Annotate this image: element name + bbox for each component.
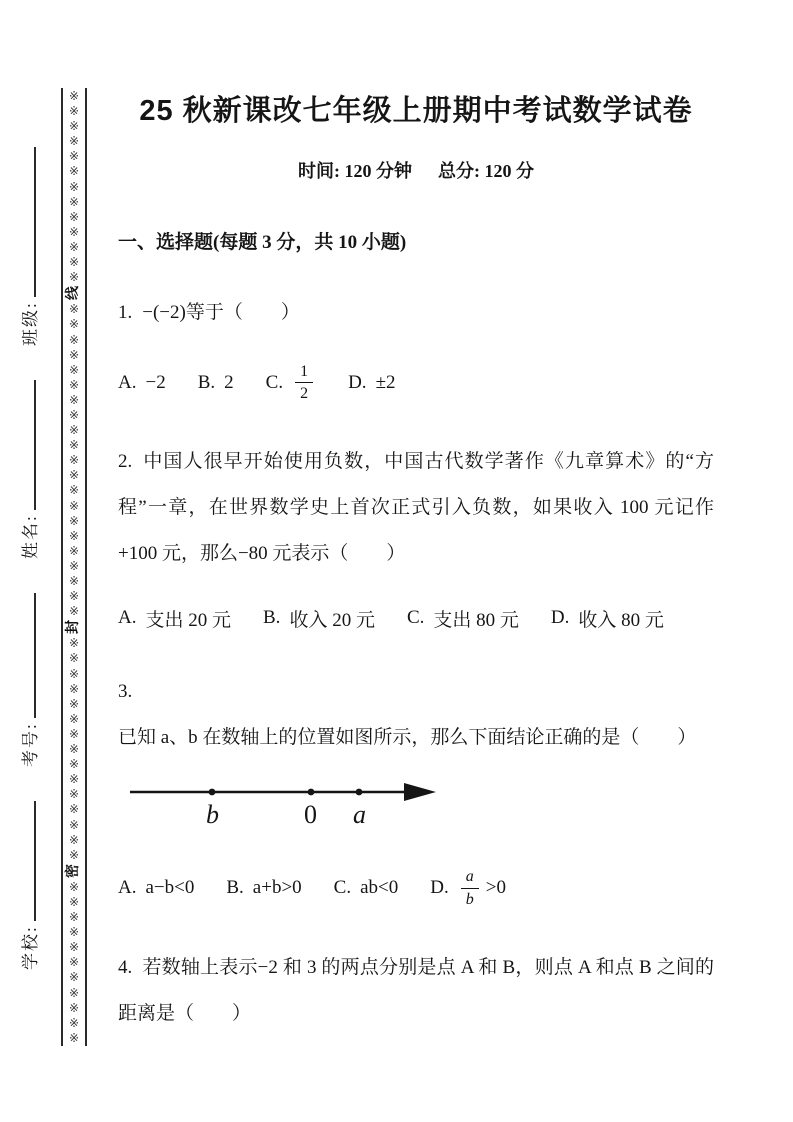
seal-strip-symbol: ※ xyxy=(68,194,80,209)
question-1-option-c: C. $\frac{1}{2}$ xyxy=(266,362,316,403)
seal-strip-symbol: ※ xyxy=(68,377,80,392)
section-heading: 一、选择题(每题 3 分，共 10 小题) xyxy=(118,232,407,253)
seal-strip-symbol: ※ xyxy=(68,438,80,453)
seal-strip-symbol: ※ xyxy=(68,847,80,862)
seal-strip-symbol: ※ xyxy=(68,925,80,940)
name-field-label: 姓名: xyxy=(21,514,40,560)
question-1 xyxy=(118,290,714,336)
question-2 xyxy=(118,439,714,577)
exam-number-field-label: 考号: xyxy=(21,722,40,768)
seal-strip-symbol: ※ xyxy=(68,317,80,332)
one-half-fraction: $\frac{1}{2}$ xyxy=(295,362,313,403)
question-2-option-d: D. 收入 80 元 xyxy=(550,607,664,631)
question-2-options xyxy=(118,603,714,633)
question-1-number: 1. xyxy=(118,302,133,323)
question-2-option-c: C. 支出 80 元 xyxy=(406,607,519,631)
seal-strip-symbol: ※ xyxy=(68,483,80,498)
seal-strip-symbol: ※ xyxy=(68,209,80,224)
question-3-option-b: B. a+b>0 xyxy=(226,877,302,899)
main-content xyxy=(118,0,714,1037)
seal-strip-symbol: ※ xyxy=(68,149,80,164)
question-3-text: 已知 a、b 在数轴上的位置如图所示，那么下面结论正确的是（ ） xyxy=(118,727,697,749)
seal-strip-symbol: ※ xyxy=(68,711,80,726)
point-a-dot xyxy=(356,789,363,796)
zero-label: 0 xyxy=(304,800,317,830)
seal-strip-symbol: ※ xyxy=(68,802,80,817)
exam-meta xyxy=(118,157,714,183)
school-blank-line xyxy=(20,801,36,921)
school-field xyxy=(16,801,41,970)
point-b-label: b xyxy=(206,800,219,830)
seal-strip-symbol: ※ xyxy=(68,910,80,925)
seal-strip-symbol: ※ xyxy=(68,742,80,757)
class-blank-line xyxy=(20,147,36,297)
time-info: 时间: 120 分钟 xyxy=(298,161,412,181)
question-2-option-a: A. 支出 20 元 xyxy=(118,607,231,631)
seal-strip-symbol: ※ xyxy=(68,940,80,955)
seal-strip-symbol: ※ xyxy=(68,985,80,1000)
seal-strip-symbol: ※ xyxy=(68,270,80,285)
seal-strip-symbol: ※ xyxy=(68,407,80,422)
school-field-label: 学校: xyxy=(21,925,40,970)
seal-strip-symbol: ※ xyxy=(68,224,80,239)
question-1-option-a: A. −2 xyxy=(118,371,166,393)
seal-strip-symbol: ※ xyxy=(68,757,80,772)
seal-strip-symbol: ※ xyxy=(68,362,80,377)
seal-strip-symbol: ※ xyxy=(68,787,80,802)
seal-strip-symbol: ※ xyxy=(68,1030,80,1045)
seal-strip-symbol: ※ xyxy=(68,453,80,468)
seal-strip-symbol: ※ xyxy=(68,528,80,543)
question-2-option-b: B. 收入 20 元 xyxy=(263,607,375,631)
question-3-option-a: A. a−b<0 xyxy=(118,877,195,899)
seal-strip-symbol: ※ xyxy=(68,302,80,317)
seal-strip-symbol: ※ xyxy=(68,134,80,149)
seal-strip-symbol: ※ xyxy=(68,558,80,573)
seal-line-character: 密 xyxy=(66,863,81,878)
seal-strip-symbol: ※ xyxy=(68,1015,80,1030)
seal-strip-symbol: ※ xyxy=(68,970,80,985)
question-3 xyxy=(118,669,714,761)
seal-strip-symbol: ※ xyxy=(68,513,80,528)
question-2-number: 2. xyxy=(118,451,133,473)
seal-strip-symbol: ※ xyxy=(68,332,80,347)
seal-strip-symbol: ※ xyxy=(68,347,80,362)
point-a-label: a xyxy=(353,800,366,830)
exam-number-blank-line xyxy=(20,593,36,718)
exam-title: 25 秋新课改七年级上册期中考试数学试卷 xyxy=(139,95,693,127)
question-3-options xyxy=(118,867,714,908)
seal-strip-symbol: ※ xyxy=(68,726,80,741)
question-4 xyxy=(118,945,714,1037)
seal-strip-symbol: ※ xyxy=(68,574,80,588)
question-4-text: 若数轴上表示−2 和 3 的两点分别是点 A 和 B，则点 A 和点 B 之间的距离是（ ） xyxy=(118,956,714,1024)
class-field xyxy=(16,147,41,346)
question-3-option-c: C. ab<0 xyxy=(333,877,399,899)
seal-strip xyxy=(61,88,87,1046)
name-blank-line xyxy=(20,380,36,510)
seal-strip-symbol: ※ xyxy=(68,543,80,558)
seal-strip-symbol: ※ xyxy=(68,423,80,438)
seal-strip-symbol: ※ xyxy=(68,119,80,134)
seal-margin-fields xyxy=(16,88,50,988)
seal-strip-symbol: ※ xyxy=(68,772,80,787)
class-field-label: 班级: xyxy=(21,301,40,347)
question-1-text: −(−2)等于（ ） xyxy=(142,302,300,323)
seal-strip-symbol: ※ xyxy=(68,879,80,894)
seal-strip-symbol: ※ xyxy=(68,89,80,103)
number-line-arrow xyxy=(404,783,436,801)
seal-strip-symbol: ※ xyxy=(68,636,80,651)
seal-strip-symbol: ※ xyxy=(68,239,80,254)
seal-strip-symbol: ※ xyxy=(68,832,80,847)
question-4-number: 4. xyxy=(118,956,133,978)
seal-strip-symbol: ※ xyxy=(68,666,80,681)
seal-strip-symbol: ※ xyxy=(68,894,80,909)
seal-strip-symbol: ※ xyxy=(68,604,80,619)
name-field xyxy=(16,380,41,559)
a-over-b-fraction: $\frac{a}{b}$ xyxy=(461,867,479,908)
seal-strip-symbol: ※ xyxy=(68,817,80,832)
seal-strip-symbol: ※ xyxy=(68,255,80,270)
seal-line-character: 线 xyxy=(66,286,81,301)
seal-strip-symbol: ※ xyxy=(68,104,80,119)
seal-strip-symbol: ※ xyxy=(68,392,80,407)
seal-line-character: 封 xyxy=(66,620,81,635)
question-1-options xyxy=(118,362,714,403)
seal-strip-symbol: ※ xyxy=(68,681,80,696)
seal-strip-symbol: ※ xyxy=(68,179,80,194)
exam-number-field xyxy=(16,593,41,767)
seal-strip-symbol: ※ xyxy=(68,651,80,666)
question-2-text: 中国人很早开始使用负数，中国古代数学著作《九章算术》的“方程”一章，在世界数学史上首次正式引入负数，如果收入 100 元记作 +100 元，那么−80 元表示（ ） xyxy=(118,451,714,565)
seal-strip-symbol: ※ xyxy=(68,1000,80,1015)
seal-strip-symbol: ※ xyxy=(68,696,80,711)
number-line-figure xyxy=(128,775,714,833)
zero-dot xyxy=(308,789,315,796)
seal-strip-symbol: ※ xyxy=(68,468,80,483)
question-3-number: 3. xyxy=(118,681,133,703)
question-3-option-d: D. $\frac{a}{b}$ >0 xyxy=(430,868,506,908)
seal-strip-symbol: ※ xyxy=(68,164,80,179)
question-1-option-b: B. 2 xyxy=(197,371,234,393)
seal-strip-symbol: ※ xyxy=(68,498,80,513)
total-score-info: 总分: 120 分 xyxy=(438,161,534,181)
seal-strip-symbol: ※ xyxy=(68,955,80,970)
point-b-dot xyxy=(209,789,216,796)
question-1-option-d: D. ±2 xyxy=(348,371,396,393)
seal-strip-symbol: ※ xyxy=(68,589,80,604)
